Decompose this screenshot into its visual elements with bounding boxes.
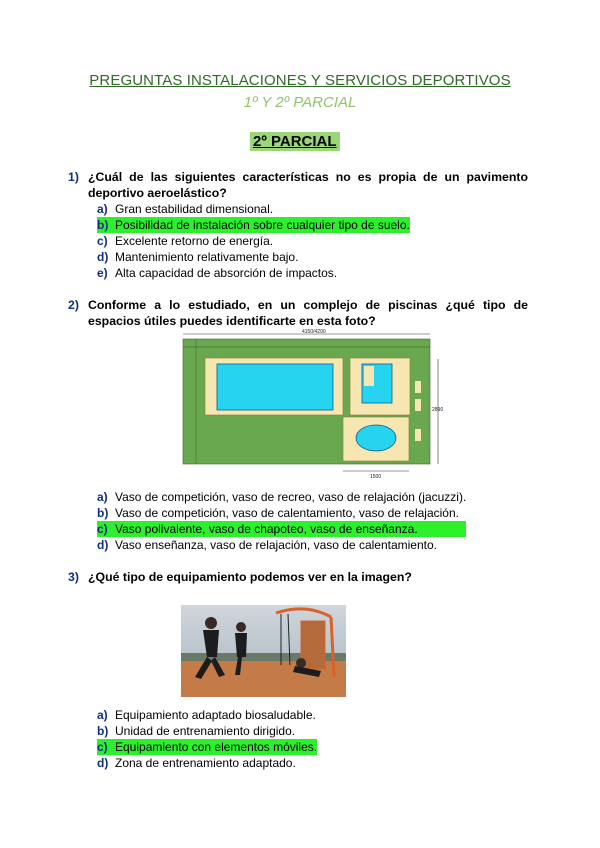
option-text: Gran estabilidad dimensional. — [115, 202, 274, 216]
option-a — [97, 201, 410, 217]
option-letter: c) — [97, 740, 108, 754]
option-text: Mantenimiento relativamente bajo. — [115, 250, 299, 264]
option-text: Alta capacidad de absorción de impactos. — [115, 266, 338, 280]
document-title: PREGUNTAS INSTALACIONES Y SERVICIOS DEPORTIVOS — [89, 72, 511, 89]
plan-top-dimension: 4150/4200 — [302, 329, 326, 335]
plan-right-dimension: 2890 — [432, 407, 444, 413]
section-heading: 2º PARCIAL — [250, 132, 340, 151]
option-letter: d) — [97, 538, 109, 552]
option-letter: e) — [97, 266, 108, 280]
option-letter: b) — [97, 218, 109, 232]
option-text: Vaso enseñanza, vaso de relajación, vaso de calentamiento. — [115, 538, 437, 552]
option-text: Vaso de competición, vaso de recreo, vaso de relajación (jacuzzi). — [115, 490, 467, 504]
question-2 — [68, 297, 528, 329]
option-letter: a) — [97, 202, 108, 216]
question-number: 2) — [68, 298, 79, 312]
option-e — [97, 265, 410, 281]
option-b-highlighted — [97, 217, 410, 233]
option-letter: a) — [97, 708, 108, 722]
option-text: Vaso polivalente, vaso de chapoteo, vaso de enseñanza. — [115, 522, 418, 536]
option-letter: c) — [97, 234, 108, 248]
option-letter: b) — [97, 724, 109, 738]
option-d — [97, 755, 317, 771]
question-1 — [68, 169, 528, 201]
option-letter: a) — [97, 490, 108, 504]
question-3 — [68, 569, 528, 585]
option-d — [97, 249, 410, 265]
question-text: Conforme a lo estudiado, en un complejo de piscinas ¿qué tipo de espacios útiles puedes identificarte en esta foto? — [88, 298, 528, 328]
option-b — [97, 723, 317, 739]
option-text: Equipamiento con elementos móviles. — [115, 740, 318, 754]
option-c — [97, 233, 410, 249]
question-number: 3) — [68, 570, 79, 584]
option-text: Equipamiento adaptado biosaludable. — [115, 708, 316, 722]
option-letter: d) — [97, 756, 109, 770]
question-2-options — [97, 489, 466, 553]
option-d — [97, 537, 466, 553]
option-b — [97, 505, 466, 521]
option-text: Excelente retorno de energía. — [115, 234, 274, 248]
option-letter: c) — [97, 522, 108, 536]
option-letter: d) — [97, 250, 109, 264]
pool-plan-image — [180, 329, 448, 481]
question-text: ¿Qué tipo de equipamiento podemos ver en la imagen? — [88, 570, 412, 584]
option-letter: b) — [97, 506, 109, 520]
question-3-options — [97, 707, 317, 771]
question-text: ¿Cuál de las siguientes características no es propia de un pavimento deportivo aeroelástico? — [88, 170, 528, 200]
question-number: 1) — [68, 170, 79, 184]
option-text: Zona de entrenamiento adaptado. — [115, 756, 296, 770]
option-a — [97, 707, 317, 723]
option-text: Posibilidad de instalación sobre cualquier tipo de suelo. — [115, 218, 410, 232]
option-a — [97, 489, 466, 505]
question-1-options — [97, 201, 410, 281]
option-text: Unidad de entrenamiento dirigido. — [115, 724, 296, 738]
option-c-highlighted — [97, 739, 317, 755]
plan-bottom-dimension: 1500 — [370, 474, 382, 480]
option-text: Vaso de competición, vaso de calentamiento, vaso de relajación. — [115, 506, 459, 520]
outdoor-training-photo — [181, 605, 346, 697]
option-c-highlighted — [97, 521, 466, 537]
document-subtitle: 1º Y 2º PARCIAL — [243, 94, 357, 111]
